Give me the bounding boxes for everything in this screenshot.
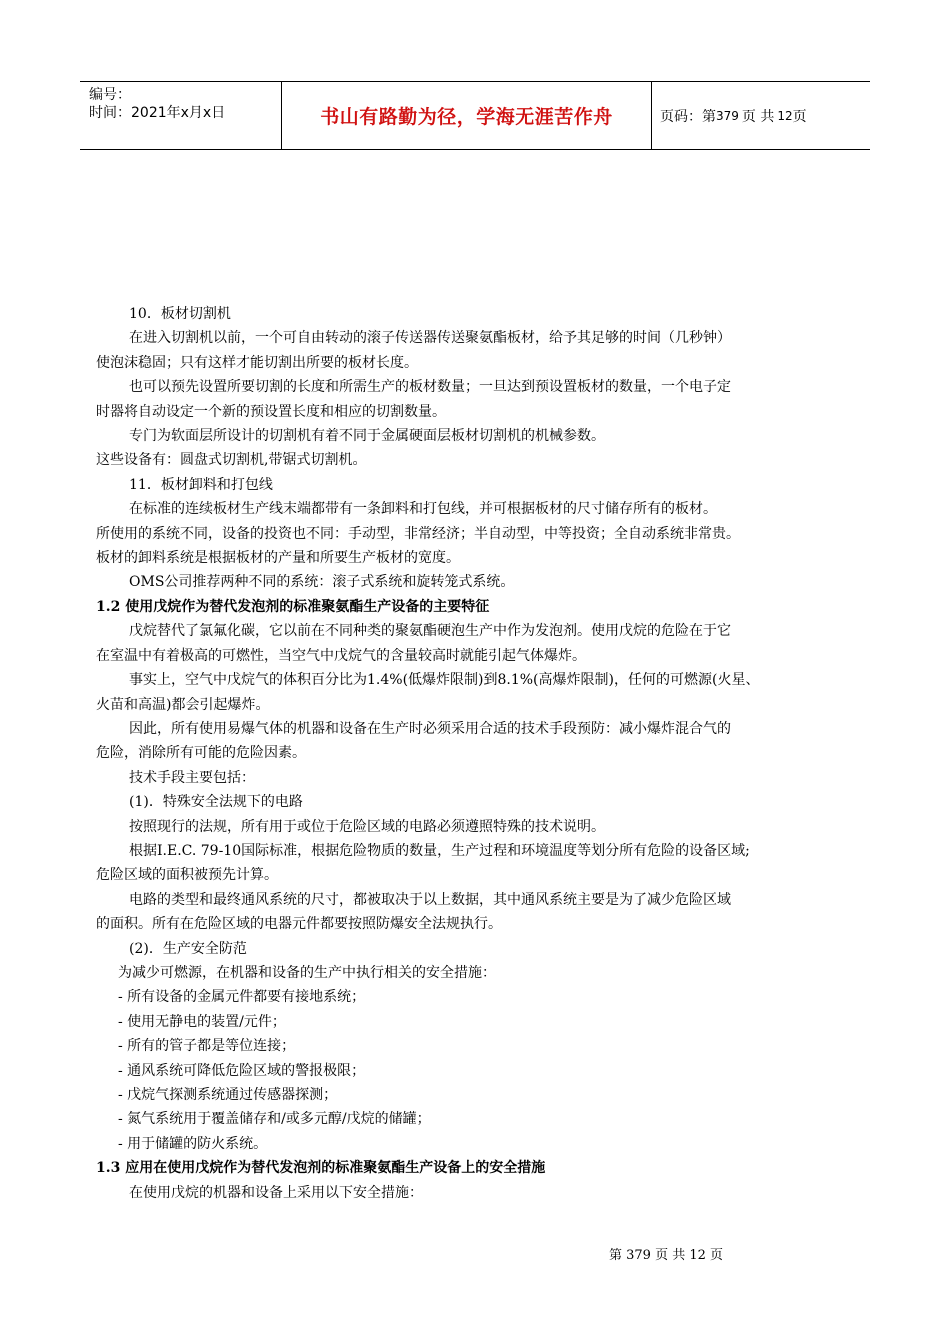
paragraph-line: 在进入切割机以前，一个可自由转动的滚子传送器传送聚氨酯板材，给予其足够的时间（几秒钟） [129, 330, 731, 347]
page-header [80, 81, 870, 150]
paragraph-line: 在使用戊烷的机器和设备上采用以下安全措施： [129, 1184, 423, 1201]
paragraph-line: 在标准的连续板材生产线末端都带有一条卸料和打包线，并可根据板材的尺寸储存所有的板材。 [129, 501, 717, 518]
paragraph-line: 使泡沫稳固；只有这样才能切割出所要的板材长度。 [96, 354, 418, 371]
list-heading: (2)．生产安全防范 [129, 940, 247, 957]
page-number: 379 [716, 108, 739, 123]
paragraph-line: 专门为软面层所设计的切割机有着不同于金属硬面层板材切割机的机械参数。 [129, 428, 605, 445]
paragraph-line: 按照现行的法规，所有用于或位于危险区域的电路必须遵照特殊的技术说明。 [129, 818, 605, 835]
paragraph-line: 戊烷替代了氯氟化碳，它以前在不同种类的聚氨酯硬泡生产中作为发泡剂。使用戊烷的危险在于它 [129, 623, 731, 640]
list-item: - 用于储罐的防火系统。 [118, 1135, 268, 1152]
list-item: - 戊烷气探测系统通过传感器探测； [118, 1087, 338, 1103]
paragraph-line: 危险区域的面积被预先计算。 [96, 867, 278, 884]
page-mid: 页 共 [741, 108, 775, 125]
section-heading: 11．板材卸料和打包线 [129, 476, 273, 493]
paragraph-line: 根据I.E.C. 79-10国际标准，根据危险物质的数量，生产过程和环境温度等划分所有危险的设备区域; [129, 842, 750, 859]
section-heading: 10．板材切割机 [129, 306, 231, 322]
paragraph-line: 这些设备有：圆盘式切割机,带锯式切割机。 [96, 452, 367, 469]
paragraph-line: 事实上，空气中戊烷气的体积百分比为1.4%(低爆炸限制)到8.1%(高爆炸限制)，任何的可燃源(火星、 [129, 672, 760, 689]
page-suffix: 页 [792, 108, 807, 125]
subsection-heading: 1.2 使用戊烷作为替代发泡剂的标准聚氨酯生产设备的主要特征 [96, 598, 490, 615]
paragraph-line: OMS公司推荐两种不同的系统：滚子式系统和旋转笼式系统。 [129, 574, 515, 591]
page-footer: 第 379 页 共 12 页 [609, 1248, 724, 1263]
paragraph-line: 火苗和高温)都会引起爆炸。 [96, 696, 270, 713]
list-item: - 所有设备的金属元件都要有接地系统； [118, 989, 366, 1006]
list-item: - 所有的管子都是等位连接； [118, 1038, 296, 1055]
paragraph-line: 因此，所有使用易爆气体的机器和设备在生产时必须采用合适的技术手段预防：减小爆炸混合气的 [129, 720, 731, 737]
document-number-label: 编号： [89, 87, 131, 103]
paragraph-line: 技术手段主要包括： [129, 769, 255, 786]
header-page-info [652, 82, 870, 149]
paragraph-line: 时器将自动设定一个新的预设置长度和相应的切割数量。 [96, 403, 446, 420]
page-total: 12 [777, 108, 793, 123]
document-time: 时间：2021年x月x日 [89, 105, 226, 121]
paragraph-line: 在室温中有着极高的可燃性，当空气中戊烷气的含量较高时就能引起气体爆炸。 [96, 647, 586, 664]
list-item: - 氮气系统用于覆盖储存和/或多元醇/戊烷的储罐； [118, 1111, 431, 1128]
paragraph-line: 也可以预先设置所要切割的长度和所需生产的板材数量；一旦达到预设置板材的数量，一个电子定 [129, 379, 731, 396]
header-motto: 书山有路勤为径，学海无涯苦作舟 [281, 82, 652, 149]
document-body [96, 302, 858, 1205]
paragraph-line: 的面积。所有在危险区域的电器元件都要按照防爆安全法规执行。 [96, 916, 502, 933]
paragraph-line: 为减少可燃源，在机器和设备的生产中执行相关的安全措施： [118, 964, 496, 981]
header-meta [80, 82, 281, 149]
subsection-heading: 1.3 应用在使用戊烷作为替代发泡剂的标准聚氨酯生产设备上的安全措施 [96, 1160, 546, 1177]
paragraph-line: 所使用的系统不同，设备的投资也不同：手动型，非常经济；半自动型，中等投资；全自动系统非常贵。 [96, 525, 740, 542]
paragraph-line: 危险，消除所有可能的危险因素。 [96, 745, 306, 762]
paragraph-line: 电路的类型和最终通风系统的尺寸，都被取决于以上数据，其中通风系统主要是为了减少危险区域 [129, 891, 731, 908]
page-prefix: 页码：第 [660, 108, 716, 125]
list-heading: (1)．特殊安全法规下的电路 [129, 794, 303, 811]
list-item: - 使用无静电的装置/元件； [118, 1013, 286, 1030]
paragraph-line: 板材的卸料系统是根据板材的产量和所要生产板材的宽度。 [96, 550, 460, 567]
list-item: - 通风系统可降低危险区域的警报极限； [118, 1062, 366, 1079]
